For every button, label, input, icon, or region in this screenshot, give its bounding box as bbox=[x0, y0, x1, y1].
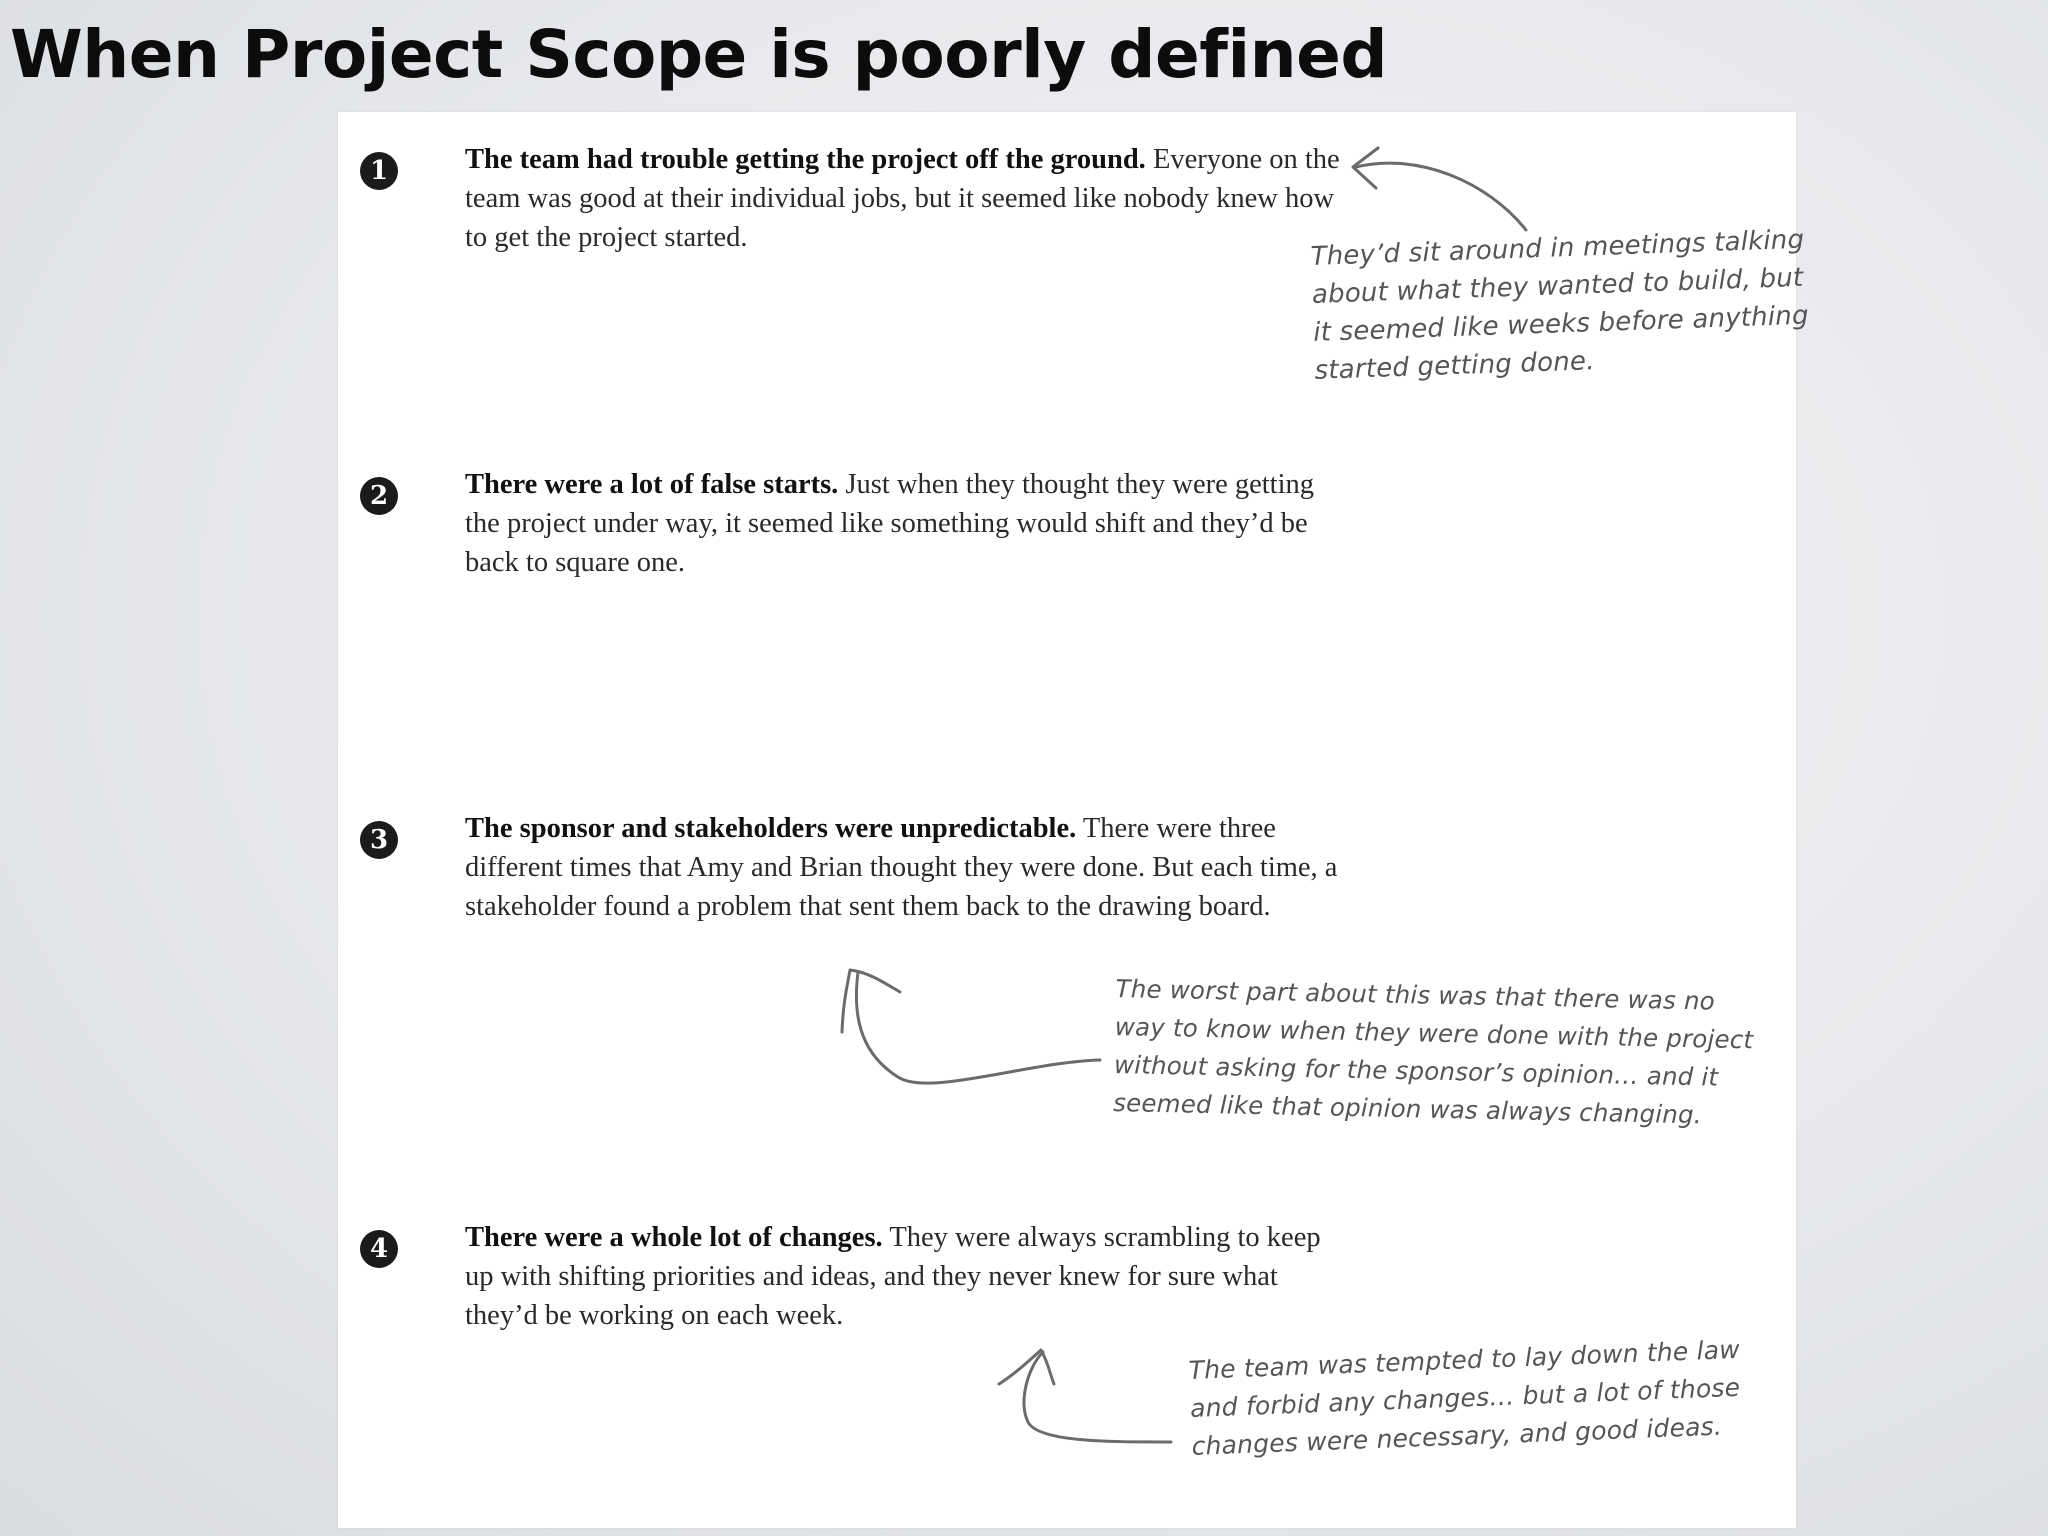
item-1-lead: The team had trouble getting the project off the ground. bbox=[465, 144, 1146, 175]
item-3-lead: The sponsor and stakeholders were unpredictable. bbox=[465, 813, 1077, 844]
number-badge-2: 2 bbox=[360, 477, 398, 515]
note-3-line: seemed like that opinion was always changing. bbox=[1112, 1087, 1703, 1130]
slide-title: When Project Scope is poorly defined bbox=[10, 16, 1388, 93]
note-3-line: without asking for the sponsor’s opinion… and it bbox=[1113, 1049, 1719, 1092]
handwritten-note-4 bbox=[1188, 1331, 1744, 1466]
item-2-body: Just when they thought they were getting the project under way, it seemed like something would shift and they’d be back to square one. bbox=[465, 469, 1315, 578]
note-3-line: way to know when they were done with the project bbox=[1114, 1011, 1754, 1055]
item-4-lead: There were a whole lot of changes. bbox=[465, 1222, 883, 1253]
note-1-line: started getting done. bbox=[1314, 346, 1596, 386]
item-4-body: They were always scrambling to keep up with shifting priorities and ideas, and they never knew for sure what they’d be working on each week. bbox=[465, 1222, 1321, 1331]
book-page-excerpt bbox=[338, 112, 1810, 1528]
note-4-line: The team was tempted to lay down the law bbox=[1188, 1334, 1741, 1385]
item-3-body: There were three different times that Amy and Brian thought they were done. But each time, a stakeholder found a problem that sent them back to the drawing board. bbox=[465, 813, 1338, 922]
note-1-line: about what they wanted to build, but bbox=[1311, 262, 1804, 310]
note-1-line: They’d sit around in meetings talking bbox=[1310, 224, 1805, 272]
number-badge-3: 3 bbox=[360, 821, 398, 859]
item-2-lead: There were a lot of false starts. bbox=[465, 469, 839, 500]
item-1-text bbox=[465, 140, 1345, 257]
number-badge-4: 4 bbox=[360, 1230, 398, 1268]
item-2-text bbox=[465, 465, 1345, 582]
number-badge-1: 1 bbox=[360, 152, 398, 190]
handwritten-note-1 bbox=[1310, 221, 1811, 390]
arrow-note-4 bbox=[999, 1350, 1171, 1442]
arrow-note-3 bbox=[842, 970, 1100, 1083]
handwritten-note-3 bbox=[1113, 970, 1755, 1135]
note-4-line: changes were necessary, and good ideas. bbox=[1191, 1411, 1723, 1461]
arrow-note-1 bbox=[1353, 148, 1526, 230]
item-1-body: Everyone on the team was good at their individual jobs, but it seemed like nobody knew how to get the project started. bbox=[465, 144, 1340, 253]
note-1-line: it seemed like weeks before anything bbox=[1312, 300, 1810, 348]
note-3-line: The worst part about this was that there was no bbox=[1115, 973, 1716, 1016]
item-4-text bbox=[465, 1218, 1345, 1335]
item-3-text bbox=[465, 809, 1345, 926]
note-4-line: and forbid any changes… but a lot of those bbox=[1189, 1372, 1741, 1423]
